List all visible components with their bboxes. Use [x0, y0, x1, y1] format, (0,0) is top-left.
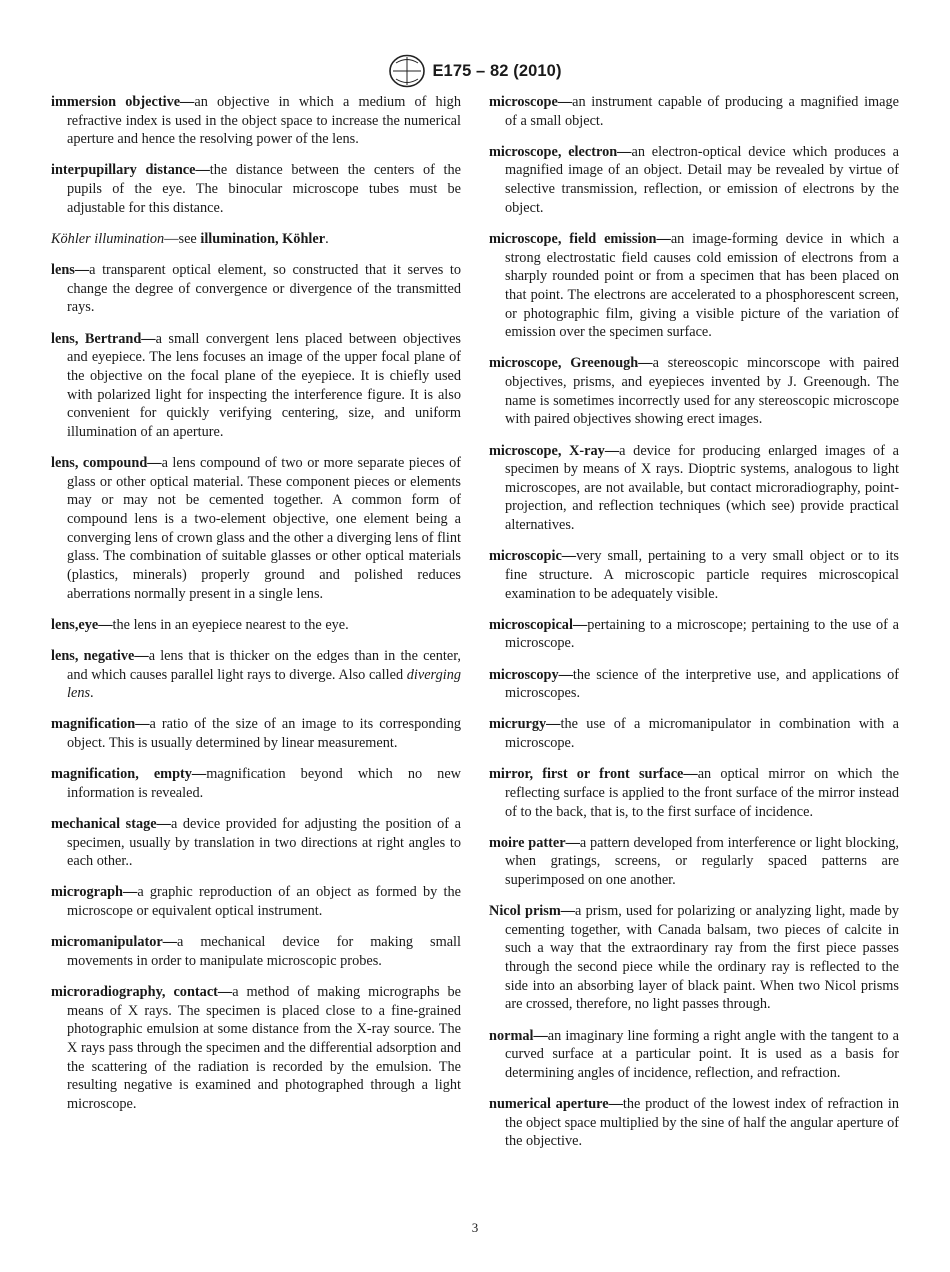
glossary-entry	[489, 765, 899, 821]
page-header	[0, 54, 950, 88]
glossary-entry	[51, 883, 461, 920]
entry-see-reference: illumination, Köhler	[200, 230, 326, 247]
entry-term: interpupillary distance—	[51, 162, 210, 179]
entry-term: microscopic—	[489, 548, 577, 565]
entry-definition: an objective in which a medium of high refractive index is used in the object space to increase the numerical aperture and hence the resolving power of the lens.	[67, 94, 461, 148]
glossary-entry	[51, 616, 461, 635]
glossary-entry	[489, 666, 899, 703]
glossary-entry	[51, 230, 461, 249]
entry-definition: an instrument capable of producing a magnified image of a small object.	[505, 94, 899, 129]
entry-definition: very small, pertaining to a very small object or to its fine structure. A microscopic particle requires microscopical examination to be adequately visible.	[505, 548, 899, 602]
entry-term: micrograph—	[51, 884, 138, 901]
entry-definition: a prism, used for polarizing or analyzing light, made by cementing together, with Canada balsam, two pieces of calcite in such a way that the extraordinary ray from the first piece passes through the second piece while the ordinary ray is reflected to the side into an absorbing layer of black paint. When two Nicol prisms are crossed, therefore, no light passes through.	[505, 903, 899, 1013]
entry-term: numerical aperture—	[489, 1096, 623, 1113]
entry-definition: an optical mirror on which the reflecting surface is applied to the front surface of the mirror instead of to the back, that is, to the first surface of incidence.	[505, 766, 899, 820]
glossary-entry	[51, 647, 461, 703]
glossary-entry	[489, 143, 899, 218]
entry-term: microscope, Greenough—	[489, 355, 653, 372]
entry-definition: an imaginary line forming a right angle with the tangent to a curved surface at a particular point. It is used as a basis for determining angles of incidence, reflection, and refraction.	[505, 1027, 899, 1081]
glossary-entry	[489, 442, 899, 535]
entry-term: microscope, X-ray—	[489, 442, 620, 459]
glossary-entry	[51, 765, 461, 802]
entry-term: micromanipulator—	[51, 934, 178, 951]
entry-term: magnification—	[51, 716, 150, 733]
entry-definition: the science of the interpretive use, and applications of microscopes.	[505, 666, 899, 702]
entry-definition: a transparent optical element, so constructed that it serves to change the degree of convergence or divergence of the transmitted rays.	[67, 262, 461, 316]
glossary-entry	[51, 93, 461, 149]
glossary-entry	[489, 1095, 899, 1151]
entry-term: Nicol prism—	[489, 903, 576, 920]
entry-definition: a pattern developed from interference or light blocking, when gratings, screens, or regularly spaced patterns are superimposed on one another.	[505, 834, 899, 888]
entry-definition: the distance between the centers of the pupils of the eye. The binocular microscope tubes must be adjustable for this distance.	[67, 162, 461, 216]
entry-end: .	[90, 685, 94, 702]
glossary-entry	[489, 93, 899, 130]
entry-definition: a small convergent lens placed between objectives and eyepiece. The lens focuses an image of the upper focal plane of the objective on the focal plane of the eyepiece. It is chiefly used with polarized light for inspecting the interference figure. It is also convenient for quickly verifying centering, size, and uniform illumination of an aperture.	[67, 330, 461, 440]
entry-definition: a lens compound of two or more separate pieces of glass or other optical material. These component pieces or elements may or may not be cemented together. A common form of compound lens is a two-element objective, one element being a converging lens of crown glass and the other a diverging lens of flint glass. The combination of suitable glasses or other optical materials (plastics, minerals) properly ground and polished reduces aberrations normally present in a single lens.	[67, 455, 462, 602]
glossary-entry	[51, 330, 461, 442]
entry-definition: a device for producing enlarged images of a specimen by means of X rays. Dioptric systems, analogous to light microscopes, are not available, but contact microradiography, point-projection, and reflection techniques (which see) provide practical alternatives.	[505, 442, 899, 534]
glossary-entry	[489, 902, 899, 1014]
entry-term: microscopical—	[489, 616, 588, 633]
entry-definition: a mechanical device for making small movements in order to manipulate microscopic probes.	[67, 934, 461, 969]
glossary-entry	[489, 616, 899, 653]
entry-definition: an electron-optical device which produces a magnified image of an object. Detail may be revealed by virtue of selective transmission, reflection, or emission of electrons by the object.	[505, 143, 899, 216]
entry-definition: pertaining to a microscope; pertaining to the use of a microscope.	[505, 616, 899, 652]
glossary-entry	[489, 715, 899, 752]
glossary-entry	[489, 1027, 899, 1083]
glossary-entry	[489, 834, 899, 890]
entry-term: lens, negative—	[51, 647, 149, 664]
entry-definition: a lens that is thicker on the edges than in the center, and which causes parallel light rays to diverge. Also called	[67, 647, 462, 683]
right-column	[489, 93, 899, 1164]
entry-term: microscopy—	[489, 666, 573, 683]
entry-definition: an image-forming device in which a strong electrostatic field causes cold emission of electrons from a sharply rounded point or from a specimen that has been placed on that point. The electrons are accelerated to a phosphorescent screen, or photographic film, giving a visible picture of the variation of emission over the specimen surface.	[505, 230, 899, 341]
entry-term: microscope, electron—	[489, 143, 632, 160]
entry-definition: the use of a micromanipulator in combination with a microscope.	[505, 716, 899, 752]
entry-term: normal—	[489, 1027, 548, 1044]
entry-see-prefix: —see	[164, 230, 201, 247]
entry-italic-term: diverging lens	[67, 666, 461, 702]
entry-definition: the product of the lowest index of refraction in the object space multiplied by the sine of half the angular aperture of the objective.	[505, 1096, 900, 1150]
entry-definition: a graphic reproduction of an object as formed by the microscope or equivalent optical instrument.	[67, 884, 461, 920]
entry-term: microradiography, contact—	[51, 984, 233, 1001]
glossary-entry	[489, 230, 899, 342]
entry-term: Köhler illumination	[51, 230, 165, 247]
glossary-entry	[51, 161, 461, 217]
entry-term: lens, compound—	[51, 455, 162, 471]
entry-definition: a method of making micrographs be means of X rays. The specimen is placed close to a fine-grained photographic emulsion at some distance from the X-ray source. The X rays pass through the specimen and the differential adsorption and the scattering of the radiation is recorded by the emulsion. The resulting negative is examined and photographed through a light microscope.	[67, 984, 461, 1113]
entry-term: mechanical stage—	[51, 816, 171, 832]
entry-definition: a ratio of the size of an image to its corresponding object. This is usually determined by linear measurement.	[67, 716, 461, 752]
entry-definition: magnification beyond which no new information is revealed.	[67, 766, 461, 801]
glossary-entry	[51, 261, 461, 317]
glossary-entry	[489, 547, 899, 603]
glossary-entry	[51, 933, 461, 970]
page-number: 3	[471, 1220, 479, 1235]
document-designation: E175 – 82 (2010)	[432, 61, 562, 80]
entry-term: magnification, empty—	[51, 766, 207, 783]
entry-definition: a stereoscopic mincorscope with paired objectives, prisms, and eyepieces invented by J. Greenough. The name is sometimes incorrectly used for any stereoscopic microscope with paired objectives showing erect images.	[505, 355, 899, 428]
entry-term: lens,eye—	[51, 616, 113, 633]
entry-end: .	[325, 230, 329, 247]
glossary-entry	[51, 715, 461, 752]
entry-definition: the lens in an eyepiece nearest to the eye.	[112, 616, 349, 633]
glossary-entry	[51, 815, 461, 871]
entry-term: mirror, first or front surface—	[489, 766, 698, 783]
left-column	[51, 93, 461, 1126]
entry-term: moire patter—	[489, 834, 580, 851]
entry-term: micrurgy—	[489, 716, 561, 733]
glossary-entry	[489, 354, 899, 429]
entry-term: microscope, field emission—	[489, 230, 671, 247]
entry-term: lens, Bertrand—	[51, 330, 156, 347]
entry-definition: a device provided for adjusting the position of a specimen, usually by translation in two directions at right angles to each other..	[67, 816, 462, 870]
entry-term: lens—	[51, 262, 90, 279]
entry-term: microscope—	[489, 94, 573, 110]
entry-term: immersion objective—	[51, 94, 195, 110]
glossary-entry	[51, 454, 461, 603]
astm-logo-icon	[388, 54, 426, 88]
glossary-entry	[51, 983, 461, 1114]
